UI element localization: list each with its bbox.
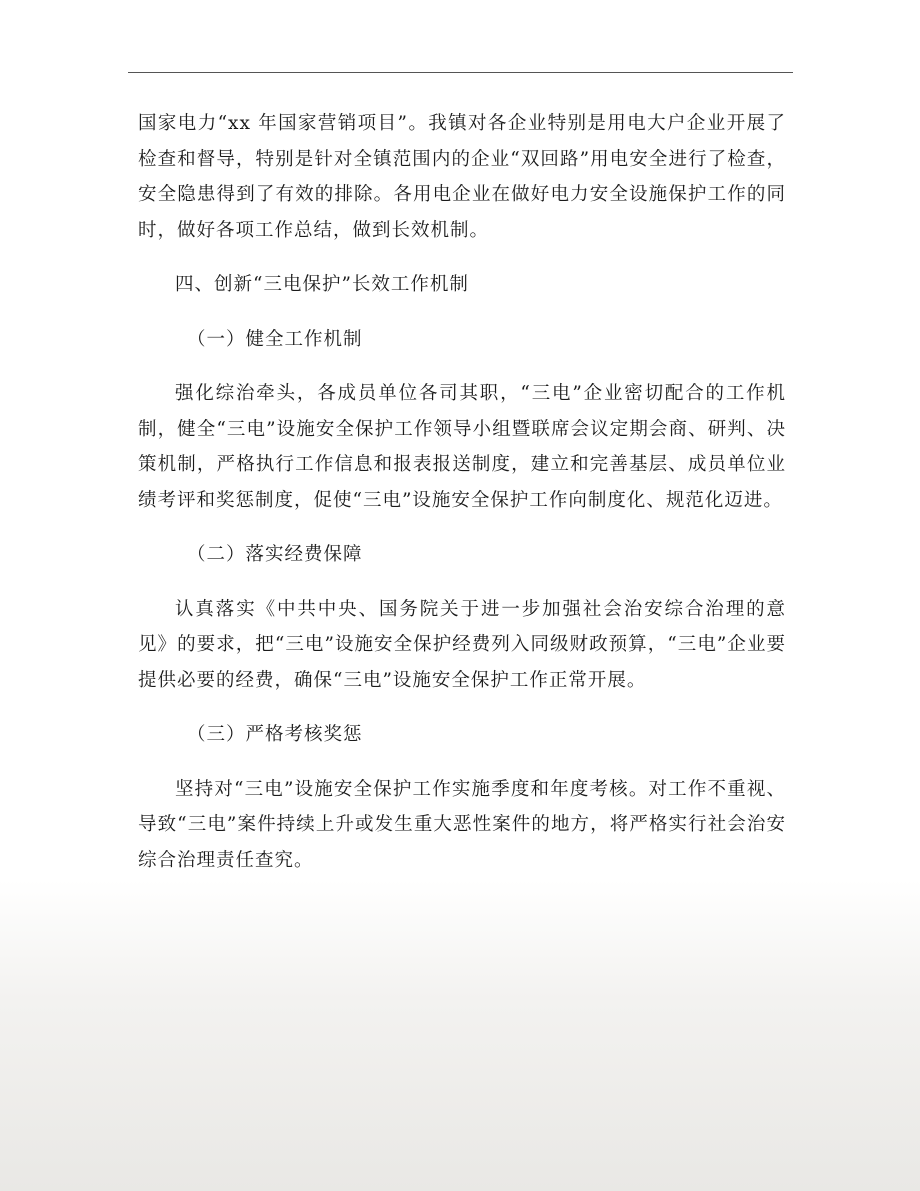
paragraph-work-mechanism: 强化综治牵头，各成员单位各司其职，“三电”企业密切配合的工作机制，健全“三电”设施安全保护工作领导小组暨联席会议定期会商、研判、决策机制，严格执行工作信息和报表报送制度，建立和完善基层、成员单位业绩考评和奖惩制度，促使“三电”设施安全保护工作向制度化、规范化迈进。 [138, 383, 786, 511]
header-rule [128, 72, 793, 73]
subsection-heading-1: （一）健全工作机制 [187, 328, 363, 350]
section-heading-4: 四、创新“三电保护”长效工作机制 [175, 274, 469, 295]
subsection-heading-2: （二）落实经费保障 [187, 544, 363, 565]
document-body [138, 106, 786, 878]
subsection-heading-3: （三）严格考核奖惩 [187, 724, 363, 745]
paragraph-funding: 认真落实《中共中央、国务院关于进一步加强社会治安综合治理的意见》的要求，把“三电”设施安全保护经费列入同级财政预算，“三电”企业要提供必要的经费，确保“三电”设施安全保护工作正常开展。 [138, 598, 786, 691]
paragraph-assessment: 坚持对“三电”设施安全保护工作实施季度和年度考核。对工作不重视、导致“三电”案件持续上升或发生重大恶性案件的地方，将严格实行社会治安综合治理责任查究。 [138, 778, 786, 871]
paragraph-continued: 国家电力“xx 年国家营销项目”。我镇对各企业特别是用电大户企业开展了检查和督导，特别是针对全镇范围内的企业“双回路”用电安全进行了检查，安全隐患得到了有效的排除。各用电企业在做好电力安全设施保护工作的同时，做好各项工作总结，做到长效机制。 [138, 113, 786, 241]
